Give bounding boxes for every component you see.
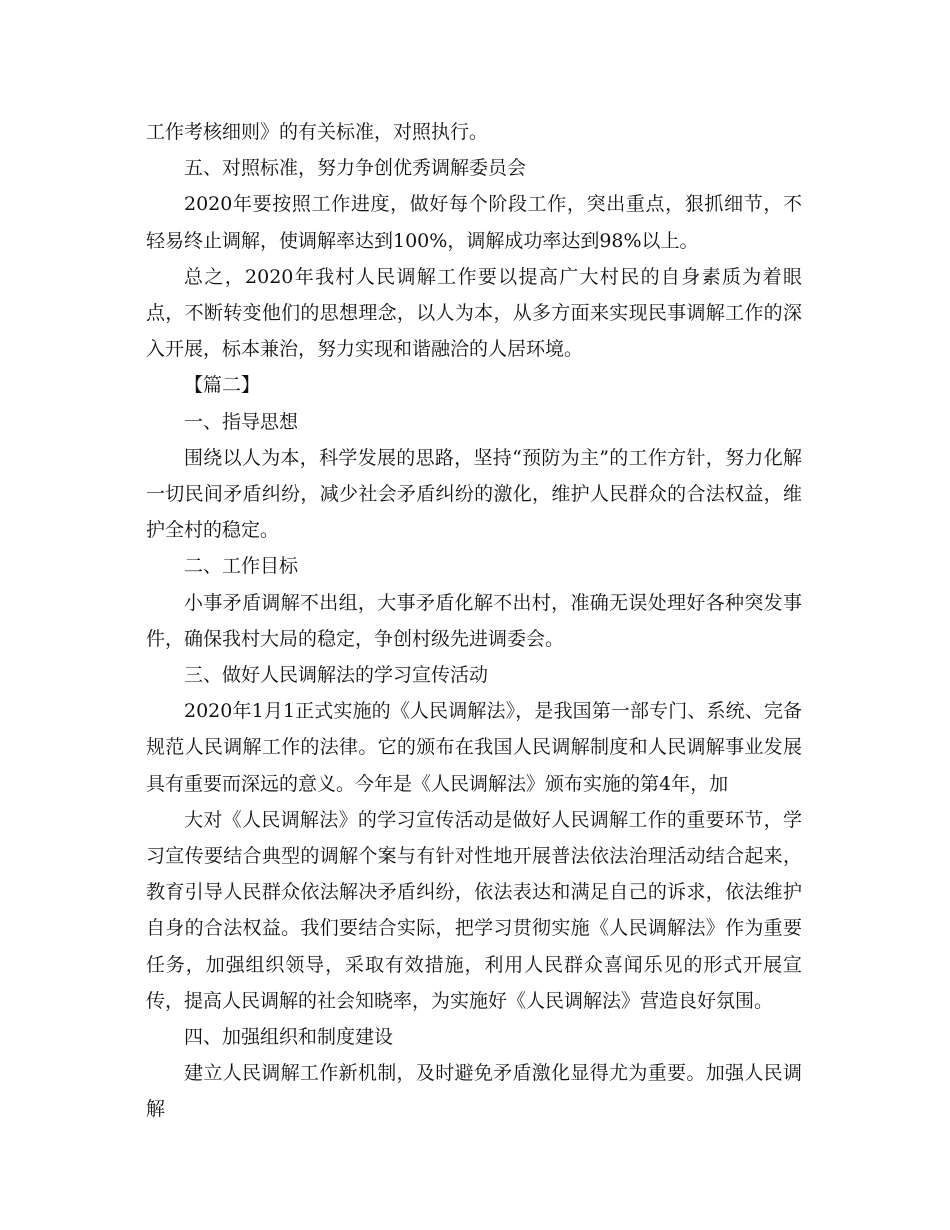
paragraph-summary: 总之，2020年我村人民调解工作要以提高广大村民的自身素质为着眼点，不断转变他们的思想理念，以人为本，从多方面来实现民事调解工作的深入开展，标本兼治，努力实现和谐融洽的人居环境。 (146, 265, 802, 361)
section-heading-5: 五、对照标准，努力争创优秀调解委员会 (184, 157, 527, 180)
paragraph: 2020年1月1正式实施的《人民调解法》，是我国第一部专门、系统、完备规范人民调解工作的法律。它的颁布在我国人民调解制度和人民调解事业发展具有重要而深远的意义。今年是《人民调解法》颁布实施的第4年，加 (146, 700, 802, 795)
section-heading-4: 四、加强组织和制度建设 (184, 1026, 394, 1049)
paragraph-continuation: 工作考核细则》的有关标准，对照执行。 (146, 121, 489, 143)
part-heading: 【篇二】 (184, 374, 261, 397)
section-heading-1: 一、指导思想 (184, 410, 299, 433)
paragraph: 小事矛盾调解不出组，大事矛盾化解不出村，准确无误处理好各种突发事件，确保我村大局的稳定，争创村级先进调委会。 (146, 591, 802, 650)
section-heading-3: 三、做好人民调解法的学习宣传活动 (184, 664, 489, 687)
document-body (146, 114, 802, 1128)
paragraph: 大对《人民调解法》的学习宣传活动是做好人民调解工作的重要环节，学习宣传要结合典型的调解个案与有针对性地开展普法依法治理活动结合起来，教育引导人民群众依法解决矛盾纠纷，依法表达和满足自己的诉求，依法维护自身的合法权益。我们要结合实际，把学习贯彻实施《人民调解法》作为重要任务，加强组织领导，采取有效措施，利用人民群众喜闻乐见的形式开展宣传，提高人民调解的社会知晓率，为实施好《人民调解法》营造良好氛围。 (146, 808, 802, 1012)
paragraph: 2020年要按照工作进度，做好每个阶段工作，突出重点，狠抓细节，不轻易终止调解，使调解率达到100%，调解成功率达到98%以上。 (146, 193, 802, 252)
paragraph: 建立人民调解工作新机制，及时避免矛盾激化显得尤为重要。加强人民调解 (146, 1062, 802, 1121)
section-heading-2: 二、工作目标 (184, 555, 299, 578)
paragraph: 围绕以人为本，科学发展的思路，坚持“预防为主”的工作方针，努力化解一切民间矛盾纠纷，减少社会矛盾纠纷的激化，维护人民群众的合法权益，维护全村的稳定。 (146, 446, 802, 542)
